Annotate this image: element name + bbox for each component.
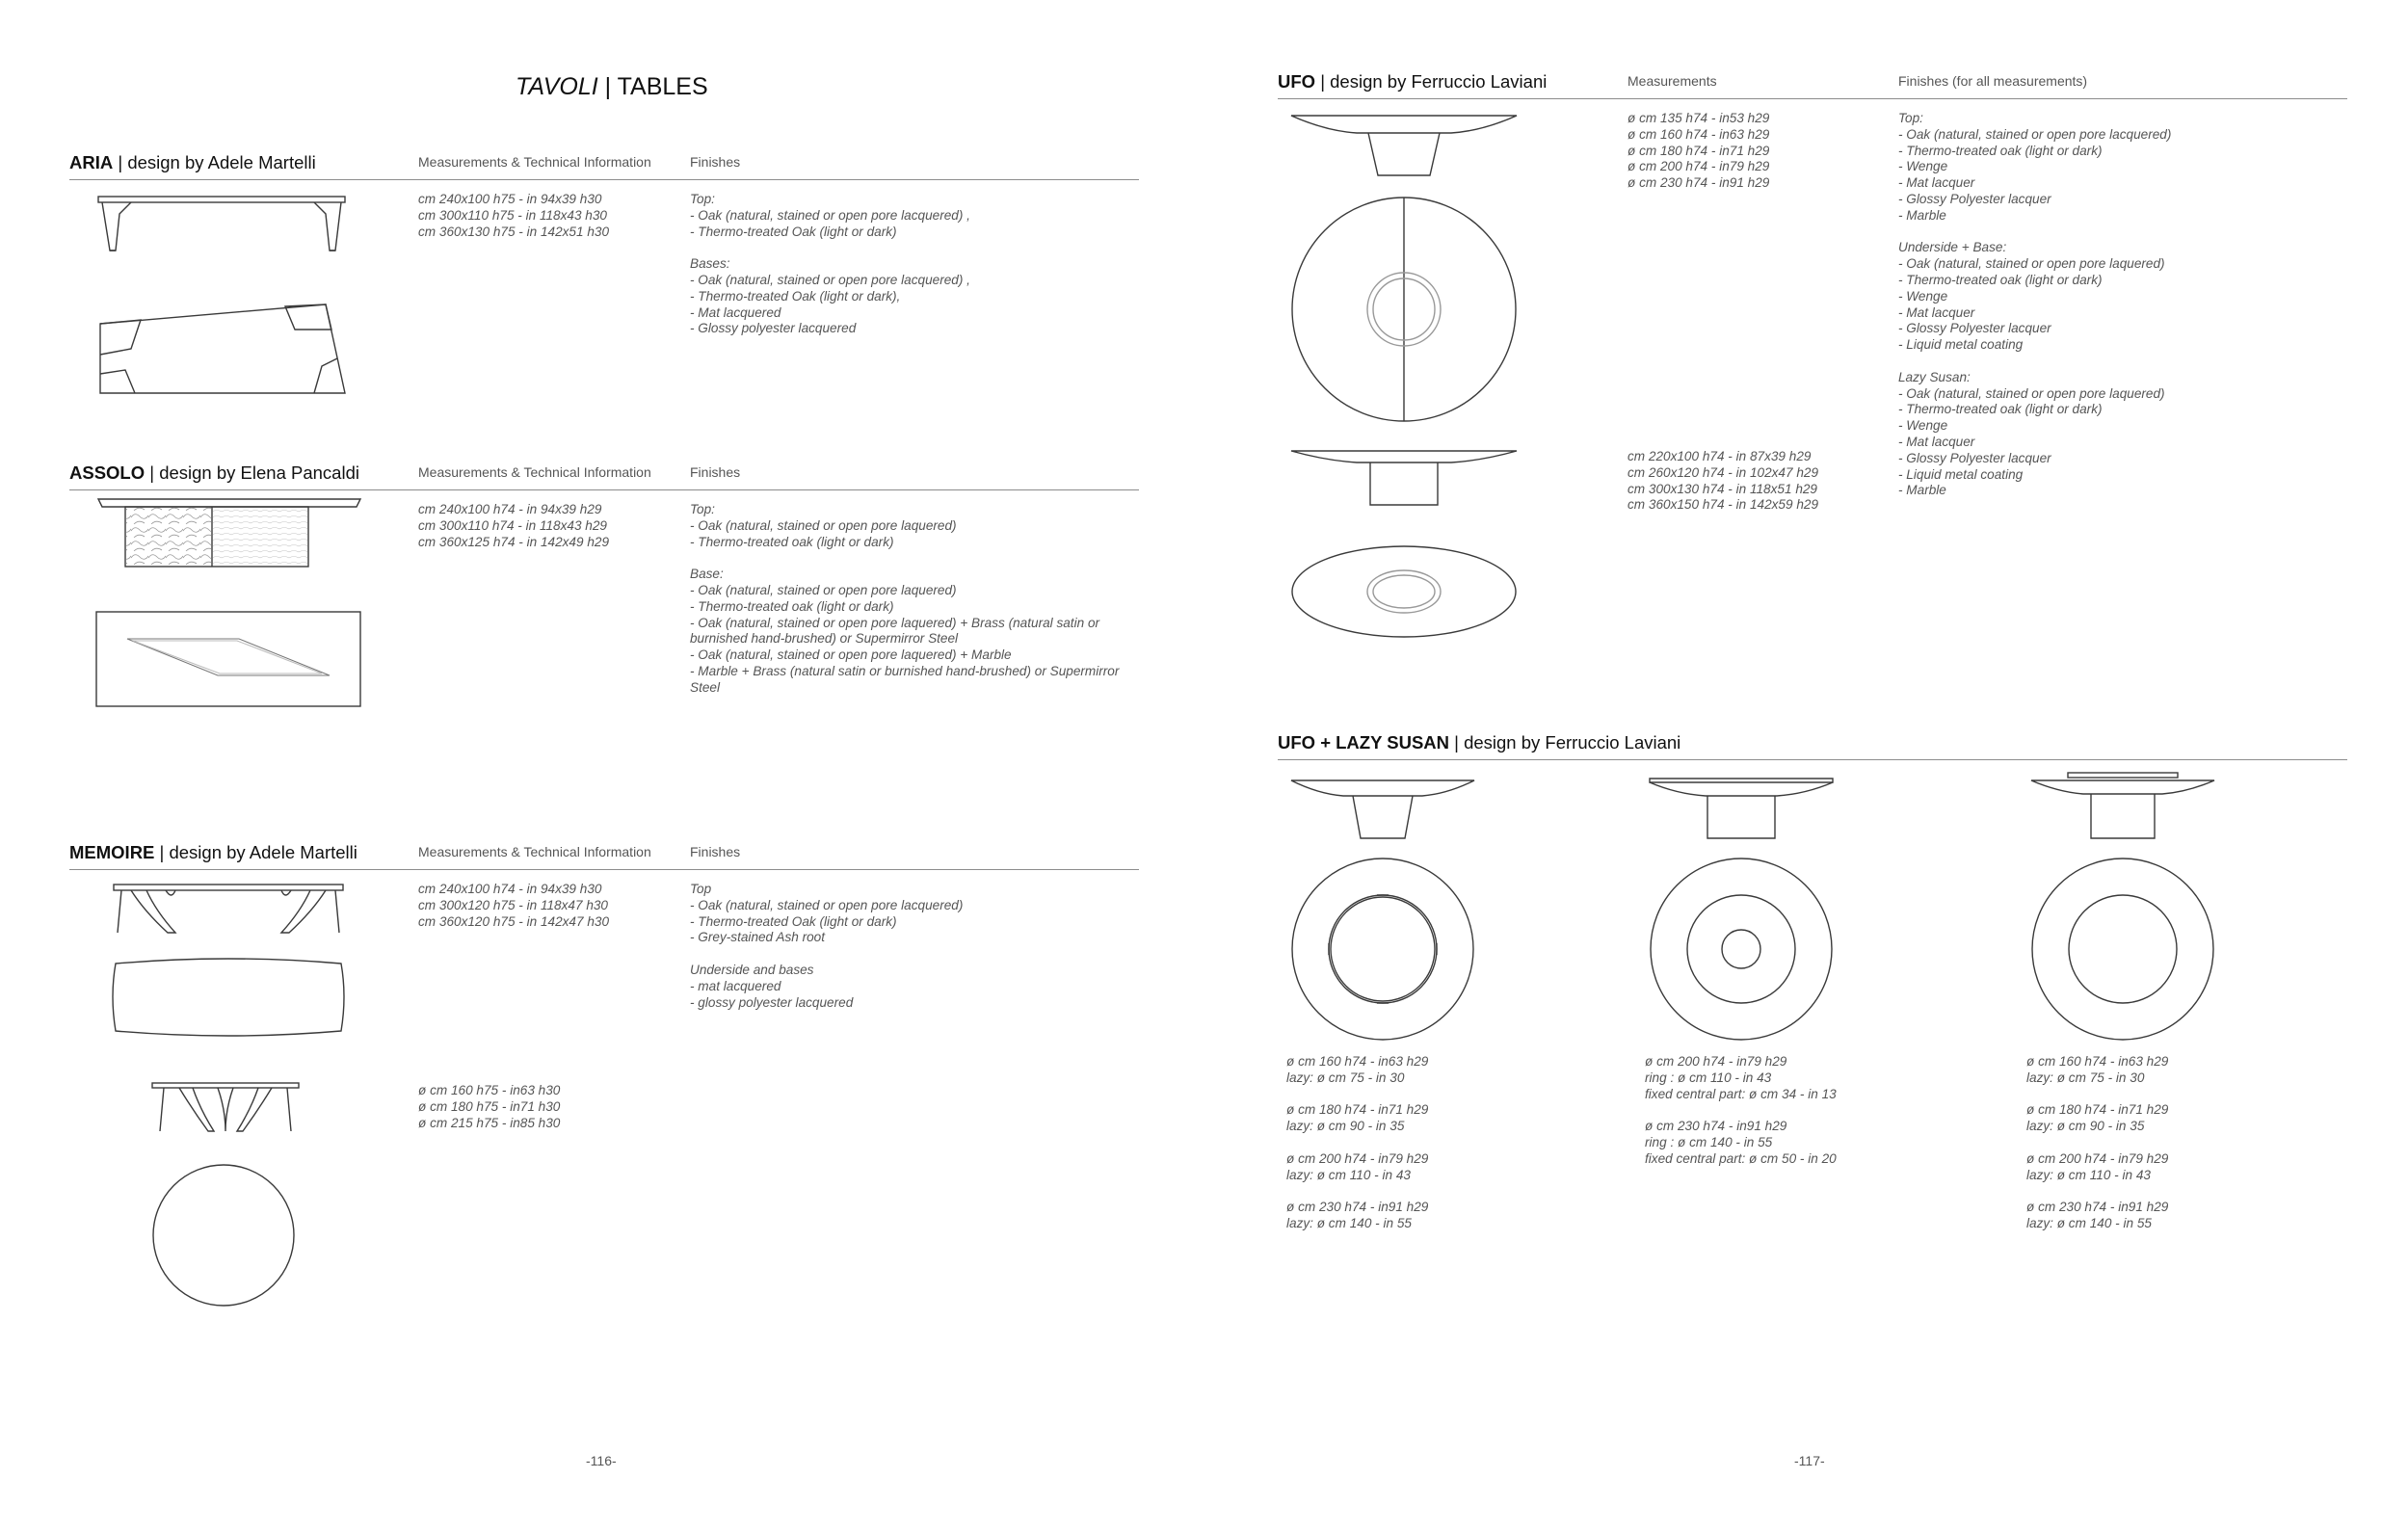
ufo-lazy-susan-divider xyxy=(1278,759,2347,760)
page-number-right: -117- xyxy=(1794,1453,1825,1468)
lazy-susan-variant1-top-view-drawing xyxy=(1289,856,1476,1043)
memoire-round-measurements: ø cm 160 h75 - in63 h30 ø cm 180 h75 - in71 h30 ø cm 215 h75 - in85 h30 xyxy=(418,1083,561,1130)
ufo-finishes-header: Finishes (for all measurements) xyxy=(1898,73,2088,89)
assolo-measurements-header: Measurements & Technical Information xyxy=(418,464,651,480)
lazy-susan-variant3-measurements: ø cm 160 h74 - in63 h29 lazy: ø cm 75 - in 30 ø cm 180 h74 - in71 h29 lazy: ø cm 90 - in 35 ø cm 200 h74 - in79 h29 lazy: ø cm 110 - in 43 ø cm 230 h74 - in91 h29 lazy: ø cm 140 - in 55 xyxy=(2026,1054,2169,1230)
ufo-round-top-view-drawing xyxy=(1289,195,1519,424)
memoire-side-view-drawing xyxy=(108,883,349,937)
aria-measurements: cm 240x100 h75 - in 94x39 h30 cm 300x110 h75 - in 118x43 h30 cm 360x130 h75 - in 142x51 h30 xyxy=(418,192,610,239)
ufo-round-side-view-drawing xyxy=(1289,112,1519,179)
lazy-susan-variant1-side-view-drawing xyxy=(1289,777,1476,840)
memoire-measurements-header: Measurements & Technical Information xyxy=(418,844,651,859)
aria-finishes: Top: - Oak (natural, stained or open pore lacquered) , - Thermo-treated Oak (light or dark) Bases: - Oak (natural, stained or open pore lacquered) , - Thermo-treated Oak (light or dark), - Mat lacquered - Glossy polyester lacquered xyxy=(690,192,970,336)
aria-side-view-drawing xyxy=(96,195,349,254)
page-title: TAVOLI | TABLES xyxy=(516,73,708,100)
ufo-divider xyxy=(1278,98,2347,99)
memoire-divider xyxy=(69,869,1139,870)
lazy-susan-variant2-top-view-drawing xyxy=(1648,856,1835,1043)
ufo-measurements-header: Measurements xyxy=(1627,73,1717,89)
assolo-measurements: cm 240x100 h74 - in 94x39 h29 cm 300x110 h74 - in 118x43 h29 cm 360x125 h74 - in 142x49 h29 xyxy=(418,502,610,549)
ufo-section-title: UFO | design by Ferruccio Laviani xyxy=(1278,71,1548,92)
assolo-side-view-drawing xyxy=(96,497,364,570)
page-number-left: -116- xyxy=(586,1453,617,1468)
assolo-top-view-drawing xyxy=(94,610,364,710)
aria-finishes-header: Finishes xyxy=(690,154,741,170)
aria-measurements-header: Measurements & Technical Information xyxy=(418,154,651,170)
assolo-section-title: ASSOLO | design by Elena Pancaldi xyxy=(69,462,359,483)
assolo-divider xyxy=(69,489,1139,490)
lazy-susan-variant2-side-view-drawing xyxy=(1648,777,1835,840)
ufo-finishes: Top: - Oak (natural, stained or open pore lacquered) - Thermo-treated oak (light or dark) - Wenge - Mat lacquer - Glossy Polyester lacquer - Marble Underside + Base: - Oak (natural, stained or open pore laquered) - Thermo-treated oak (light or dark) - Wenge - Mat lacquer - Glossy Polyester lacquer - Liquid metal coating Lazy Susan: - Oak (natural, stained or open pore laquered) - Thermo-treated oak (light or dark) - Wenge - Mat lacquer - Glossy Polyester lacquer - Liquid metal coating - Marble xyxy=(1898,111,2172,498)
assolo-finishes-header: Finishes xyxy=(690,464,741,480)
lazy-susan-variant2-measurements: ø cm 200 h74 - in79 h29 ring : ø cm 110 - in 43 fixed central part: ø cm 34 - in 13 ø cm 230 h74 - in91 h29 ring : ø cm 140 - in 55 fixed central part: ø cm 50 - in 20 xyxy=(1645,1054,1837,1166)
memoire-top-view-drawing xyxy=(108,958,349,1037)
memoire-section-title: MEMOIRE | design by Adele Martelli xyxy=(69,842,357,862)
lazy-susan-variant1-measurements: ø cm 160 h74 - in63 h29 lazy: ø cm 75 - in 30 ø cm 180 h74 - in71 h29 lazy: ø cm 90 - in 35 ø cm 200 h74 - in79 h29 lazy: ø cm 110 - in 43 ø cm 230 h74 - in91 h29 lazy: ø cm 140 - in 55 xyxy=(1286,1054,1429,1230)
ufo-lazy-susan-section-title: UFO + LAZY SUSAN | design by Ferruccio Laviani xyxy=(1278,732,1681,753)
memoire-finishes: Top - Oak (natural, stained or open pore lacquered) - Thermo-treated Oak (light or dark) - Grey-stained Ash root Underside and bases - mat lacquered - glossy polyester lacquered xyxy=(690,882,964,1010)
ufo-oval-side-view-drawing xyxy=(1289,447,1519,509)
memoire-round-top-view-drawing xyxy=(150,1162,297,1308)
memoire-finishes-header: Finishes xyxy=(690,844,741,859)
lazy-susan-variant3-side-view-drawing xyxy=(2029,771,2216,840)
memoire-round-side-view-drawing xyxy=(150,1081,301,1135)
aria-divider xyxy=(69,179,1139,180)
ufo-oval-top-view-drawing xyxy=(1289,543,1519,640)
assolo-finishes: Top: - Oak (natural, stained or open pore laquered) - Thermo-treated oak (light or dark) Base: - Oak (natural, stained or open pore laquered) - Thermo-treated oak (light or dark) - Oak (natural, stained or open pore laquered) + Brass (natural satin or burnished hand-brushed) or Supermirror Steel - Oak (natural, stained or open pore laquered) + Marble - Marble + Brass (natural satin or burnished hand-brushed) or Supermirror Steel xyxy=(690,502,1120,695)
aria-section-title: ARIA | design by Adele Martelli xyxy=(69,152,316,172)
ufo-round-measurements: ø cm 135 h74 - in53 h29 ø cm 160 h74 - in63 h29 ø cm 180 h74 - in71 h29 ø cm 200 h74 - in79 h29 ø cm 230 h74 - in91 h29 xyxy=(1627,111,1770,191)
aria-top-view-drawing xyxy=(96,301,349,397)
ufo-oval-measurements: cm 220x100 h74 - in 87x39 h29 cm 260x120 h74 - in 102x47 h29 cm 300x130 h74 - in 118x51 h29 cm 360x150 h74 - in 142x59 h29 xyxy=(1627,449,1819,513)
lazy-susan-variant3-top-view-drawing xyxy=(2029,856,2216,1043)
memoire-measurements: cm 240x100 h74 - in 94x39 h30 cm 300x120 h75 - in 118x47 h30 cm 360x120 h75 - in 142x47 h30 xyxy=(418,882,610,929)
